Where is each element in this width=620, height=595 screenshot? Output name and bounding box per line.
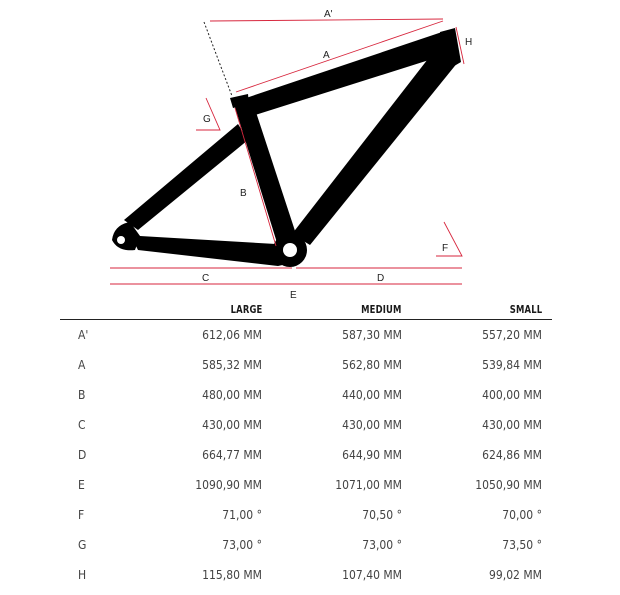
bottom-bracket-shell: [283, 243, 297, 257]
row-label: A: [78, 358, 86, 372]
table-row: [60, 560, 552, 590]
cell-medium: 587,30 MM: [342, 328, 402, 342]
cell-medium: 644,90 MM: [342, 448, 402, 462]
table-row: [60, 440, 552, 470]
label-a-prime: A': [324, 9, 333, 20]
table-body: [60, 320, 552, 590]
cell-small: 557,20 MM: [482, 328, 542, 342]
cell-medium: 440,00 MM: [342, 388, 402, 402]
table-header: [60, 299, 552, 320]
bike-frame: [112, 28, 461, 267]
label-g: G: [203, 114, 211, 125]
cell-large: 612,06 MM: [202, 328, 262, 342]
row-label: C: [78, 418, 86, 432]
cell-small: 624,86 MM: [482, 448, 542, 462]
table-row: [60, 380, 552, 410]
row-label: G: [78, 538, 87, 552]
cell-medium: 107,40 MM: [342, 568, 402, 582]
row-label: D: [78, 448, 87, 462]
cell-medium: 70,50 °: [362, 508, 402, 522]
dropout-hole: [117, 236, 125, 244]
column-header-large: LARGE: [230, 303, 262, 316]
label-e: E: [290, 290, 297, 300]
row-label: A': [78, 328, 89, 342]
cell-medium: 73,00 °: [362, 538, 402, 552]
column-header-medium: MEDIUM: [361, 303, 402, 316]
label-f: F: [442, 243, 449, 254]
table-row: [60, 530, 552, 560]
cell-large: 430,00 MM: [202, 418, 262, 432]
cell-medium: 430,00 MM: [342, 418, 402, 432]
label-a: A: [323, 50, 330, 61]
cell-large: 71,00 °: [222, 508, 262, 522]
column-header-small: SMALL: [509, 303, 542, 316]
seat-height-guide: [204, 22, 232, 96]
cell-small: 73,50 °: [502, 538, 542, 552]
row-label: E: [78, 478, 85, 492]
cell-large: 585,32 MM: [202, 358, 262, 372]
table-row: [60, 470, 552, 500]
cell-small: 430,00 MM: [482, 418, 542, 432]
table-row: [60, 320, 552, 350]
geometry-table: [60, 299, 552, 590]
cell-medium: 562,80 MM: [342, 358, 402, 372]
cell-large: 480,00 MM: [202, 388, 262, 402]
label-d: D: [377, 273, 385, 284]
cell-small: 539,84 MM: [482, 358, 542, 372]
cell-large: 115,80 MM: [202, 568, 262, 582]
table-row: [60, 410, 552, 440]
cell-small: 1050,90 MM: [475, 478, 542, 492]
cell-large: 664,77 MM: [202, 448, 262, 462]
cell-small: 99,02 MM: [489, 568, 542, 582]
cell-small: 70,00 °: [502, 508, 542, 522]
label-h: H: [465, 37, 473, 48]
row-label: B: [78, 388, 86, 402]
row-label: H: [78, 568, 87, 582]
label-c: C: [202, 273, 210, 284]
row-label: F: [78, 508, 85, 522]
cell-medium: 1071,00 MM: [335, 478, 402, 492]
cell-large: 73,00 °: [222, 538, 262, 552]
table-row: [60, 500, 552, 530]
cell-small: 400,00 MM: [482, 388, 542, 402]
table-row: [60, 350, 552, 380]
label-b: B: [240, 188, 247, 199]
cell-large: 1090,90 MM: [195, 478, 262, 492]
